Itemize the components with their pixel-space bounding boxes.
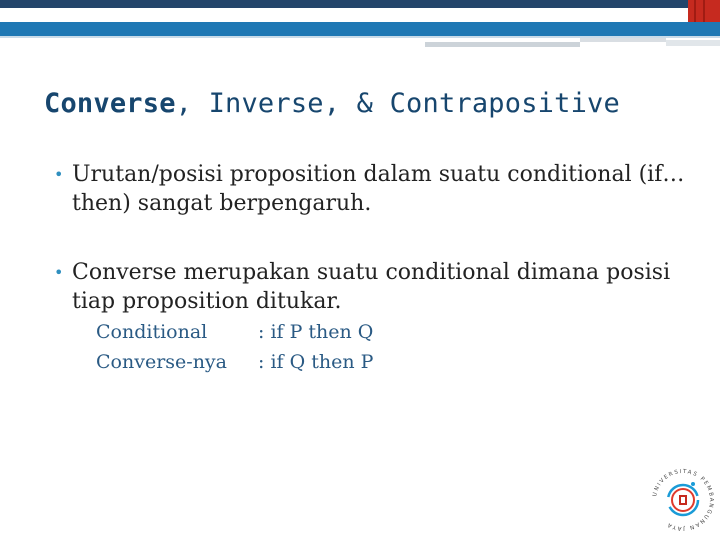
header-blue-bar: [0, 22, 720, 36]
bullet-text: Converse merupakan suatu conditional dimana posisi tiap proposition ditukar.: [72, 260, 671, 314]
svg-text:UNIVERSITAS PEMBANGUNAN JAYA: UNIVERSITAS PEMBANGUNAN JAYA: [652, 468, 715, 532]
header-gray-bar: [425, 42, 580, 47]
example-list: [96, 316, 694, 378]
example-row: [96, 316, 694, 348]
bullet-list: [54, 160, 694, 378]
header-gray-bar: [666, 40, 720, 46]
example-value: : if Q then P: [258, 351, 374, 373]
bullet-text: Urutan/posisi proposition dalam suatu conditional (if…then) sangat berpengaruh.: [72, 162, 685, 216]
header-gray-bar: [580, 38, 666, 42]
header-decoration: [0, 0, 720, 48]
example-value: : if P then Q: [258, 321, 374, 343]
slide-title: [44, 88, 704, 119]
header-red-stripe: [703, 0, 705, 22]
slide-title-rest: , Inverse, & Contrapositive: [175, 88, 620, 119]
bullet-dot-icon: •: [54, 263, 64, 282]
header-navy-bar: [0, 0, 688, 8]
example-label: Converse-nya: [96, 351, 227, 373]
bullet-item: [54, 160, 694, 218]
bullet-dot-icon: •: [54, 165, 64, 184]
example-label: Conditional: [96, 321, 208, 343]
university-logo-icon: [646, 458, 720, 540]
example-row: [96, 346, 694, 378]
slide-title-keyword: Converse: [44, 88, 176, 119]
header-red-stripe: [694, 0, 696, 22]
bullet-item: [54, 258, 694, 316]
